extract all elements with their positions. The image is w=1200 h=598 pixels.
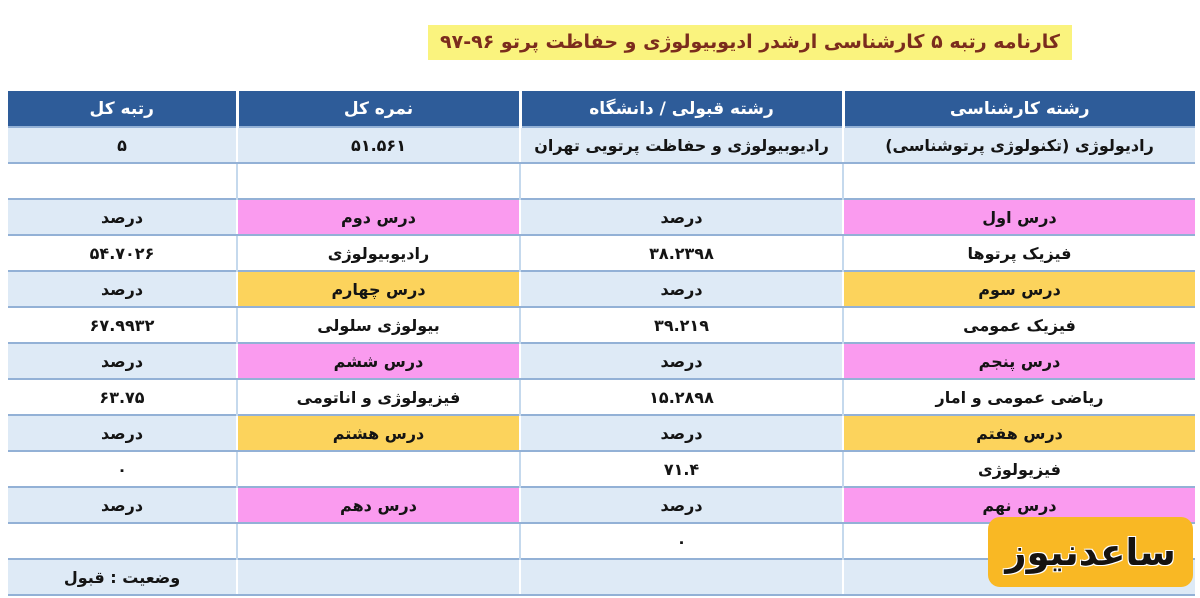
column-header-total-rank: رتبه کل bbox=[8, 91, 237, 127]
empty-cell bbox=[237, 451, 520, 487]
table-cell: درصد bbox=[520, 415, 843, 451]
table-cell: ۵۱.۵۶۱ bbox=[237, 127, 520, 163]
table-row bbox=[8, 235, 1195, 271]
table-cell: درصد bbox=[520, 271, 843, 307]
table-row bbox=[8, 415, 1195, 451]
column-header-bachelor-major: رشته کارشناسی bbox=[843, 91, 1195, 127]
empty-cell bbox=[237, 559, 520, 595]
table-cell: ۵ bbox=[8, 127, 237, 163]
table-cell: ۶۳.۷۵ bbox=[8, 379, 237, 415]
table-cell: درصد bbox=[8, 271, 237, 307]
table-row bbox=[8, 307, 1195, 343]
table-cell: درصد bbox=[520, 199, 843, 235]
saednews-watermark-text: ساعدنیوز bbox=[1005, 530, 1176, 574]
table-cell: ۰ bbox=[520, 523, 843, 559]
table-row bbox=[8, 451, 1195, 487]
table-cell: ریاضی عمومی و امار bbox=[843, 379, 1195, 415]
table-cell: درصد bbox=[8, 415, 237, 451]
empty-cell bbox=[520, 559, 843, 595]
table-cell: ۶۷.۹۹۳۲ bbox=[8, 307, 237, 343]
empty-cell bbox=[8, 523, 237, 559]
column-header-total-score: نمره کل bbox=[237, 91, 520, 127]
table-cell: فیزیک عمومی bbox=[843, 307, 1195, 343]
column-header-accepted-major-university: رشته قبولی / دانشگاه bbox=[520, 91, 843, 127]
table-row bbox=[8, 343, 1195, 379]
header-row bbox=[8, 91, 1195, 127]
table-cell: درصد bbox=[8, 199, 237, 235]
table-cell: رادیوبیولوژی bbox=[237, 235, 520, 271]
table-cell: ۳۹.۲۱۹ bbox=[520, 307, 843, 343]
table-cell: بیولوژی سلولی bbox=[237, 307, 520, 343]
table-cell: درصد bbox=[8, 487, 237, 523]
lesson-label-cell: درس اول bbox=[843, 199, 1195, 235]
table-row bbox=[8, 379, 1195, 415]
table-cell: ۰ bbox=[8, 451, 237, 487]
empty-cell bbox=[520, 163, 843, 199]
table-cell: رادیوبیولوژی و حفاظت پرتویی تهران bbox=[520, 127, 843, 163]
lesson-label-cell: درس ششم bbox=[237, 343, 520, 379]
lesson-label-cell: درس چهارم bbox=[237, 271, 520, 307]
empty-cell bbox=[8, 163, 237, 199]
table-cell: فیزیولوژی و اناتومی bbox=[237, 379, 520, 415]
table-cell: درصد bbox=[520, 343, 843, 379]
table-cell: ۳۸.۲۳۹۸ bbox=[520, 235, 843, 271]
table-cell: درصد bbox=[520, 487, 843, 523]
lesson-label-cell: درس دهم bbox=[237, 487, 520, 523]
table-cell: درصد bbox=[8, 343, 237, 379]
empty-cell bbox=[237, 523, 520, 559]
table-cell: فیزیولوژی bbox=[843, 451, 1195, 487]
saednews-watermark-badge bbox=[988, 517, 1193, 587]
table-row bbox=[8, 127, 1195, 163]
lesson-label-cell: درس پنجم bbox=[843, 343, 1195, 379]
table-row bbox=[8, 271, 1195, 307]
table-row bbox=[8, 199, 1195, 235]
table-cell: ۱۵.۲۸۹۸ bbox=[520, 379, 843, 415]
table-row bbox=[8, 163, 1195, 199]
empty-cell bbox=[843, 163, 1195, 199]
table-cell: ۵۴.۷۰۲۶ bbox=[8, 235, 237, 271]
lesson-label-cell: درس هشتم bbox=[237, 415, 520, 451]
lesson-label-cell: درس دوم bbox=[237, 199, 520, 235]
empty-cell bbox=[237, 163, 520, 199]
table-cell: وضعیت : قبول bbox=[8, 559, 237, 595]
table-cell: ۷۱.۴ bbox=[520, 451, 843, 487]
table-cell: فیزیک پرتوها bbox=[843, 235, 1195, 271]
lesson-label-cell: درس نهم bbox=[843, 487, 1195, 523]
lesson-label-cell: درس هفتم bbox=[843, 415, 1195, 451]
table-cell: رادیولوژی (تکنولوژی پرتوشناسی) bbox=[843, 127, 1195, 163]
lesson-label-cell: درس سوم bbox=[843, 271, 1195, 307]
report-title: کارنامه رتبه ۵ کارشناسی ارشدر ادیوبیولوژی و حفاظت پرتو ۹۶-۹۷ bbox=[428, 25, 1072, 60]
